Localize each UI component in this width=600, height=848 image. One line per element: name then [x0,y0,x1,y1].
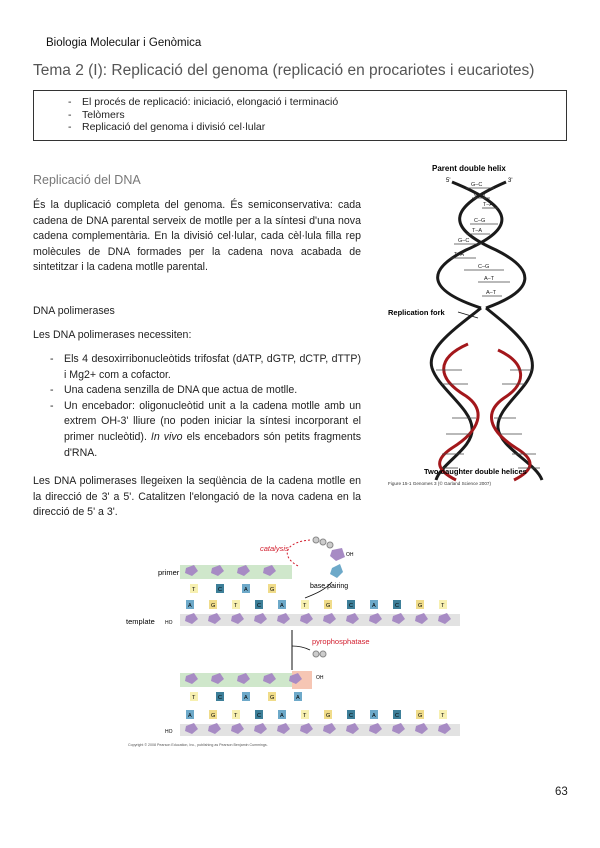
base-letter: A [372,713,376,719]
base-letter: T [234,713,238,719]
base-letter: A [244,695,248,701]
template-label: template [126,617,155,626]
base-letter: G [326,713,331,719]
base-letter: T [441,603,445,609]
base-pair-label: A–T [486,290,497,296]
replication-fork-label: Replication fork [388,308,445,317]
closing-paragraph: Les DNA polimerases llegeixen la seqüència de la cadena motlle en la direcció de 3' a 5'. Catalitzen l'elongació de la nova cadena en la direcció de 5' a 3'. [33,475,361,519]
base-letter: G [326,603,331,609]
intro-paragraph: És la duplicació completa del genoma. És semiconservativa: cada cadena de DNA parental serveix de motlle per a la síntesi d'una nova cadena complementària. En la divisió cel·lular, cada cèl·lula filla rep molècules de DNA formades per la cadena nova acabada de sintetitzar i la cadena motlle parental. [33,199,361,274]
replication-fork-figure [386,158,576,490]
strand-end-label: 3' [508,178,513,184]
base-letter: T [192,587,196,593]
base-letter: G [270,587,275,593]
pyrophosphate-arrow [292,646,310,650]
topic-item: - El procés de replicació: iniciació, elongació i terminació [82,96,566,109]
oh-label: OH [346,552,354,558]
base-row [186,692,447,719]
base-letter: G [211,713,216,719]
pyrophosphatase-label: pyrophosphatase [312,637,370,646]
base-letter: G [211,603,216,609]
incoming-nucleotide [313,537,345,578]
base-pair-label: G–C [471,182,483,188]
requirements-list [50,352,361,461]
base-pair-label: G–C [458,238,470,244]
parent-helix-label: Parent double helix [432,164,506,173]
running-header: Biologia Molecular i Genòmica [46,37,202,49]
list-item [64,399,361,461]
list-item-text-end: els encebadors són petits fragments d'RNA. [64,430,361,459]
base-pair-label: C–G [474,218,486,224]
base-letter: A [296,695,300,701]
base-letter: A [372,603,376,609]
base-letter: A [188,603,192,609]
daughter-helices-label: Two daughter double helices [424,467,527,476]
figure-credit: Copyright © 2008 Pearson Education, Inc., publishing as Pearson Benjamin Cummings. [128,743,268,747]
base-letter: G [418,713,423,719]
base-letter: T [303,603,307,609]
daughter-new-strand [440,344,478,480]
base-pair-label: C–G [474,192,486,198]
base-letter: C [395,713,399,719]
base-letter: G [270,695,275,701]
list-item-text: Un encebador: oligonucleòtid unit a la cadena motlle amb un extrem OH-3' lliure (no poden iniciar la síntesi incorporant el primer nucleòtid). [64,399,361,443]
base-letter: C [349,603,353,609]
catalysis-label: catalysis [260,544,289,553]
page-title: Tema 2 (I): Replicació del genoma (replicació en procariotes i eucariotes) [33,62,535,79]
pyrophosphate [313,651,326,657]
base-letter: A [188,713,192,719]
base-letter: T [192,695,196,701]
figure-caption: Figure 15-1 Genomes 3 (© Garland Science 2007) [388,481,491,486]
oh-label: OH [316,675,324,681]
base-letter: C [218,695,222,701]
base-letter: A [244,587,248,593]
italic-term: In vivo [150,430,183,443]
base-letter: C [257,713,261,719]
polymerase-mechanism-figure [120,528,480,753]
topic-item: - Replicació del genoma i divisió cel·lular [82,121,566,134]
list-item: - Una cadena senzilla de DNA que actua de motlle. [64,383,361,399]
requirements-intro: Les DNA polimerases necessiten: [33,329,192,341]
primer-band [180,565,292,579]
topics-list [34,91,566,134]
base-letter: C [257,603,261,609]
page-number: 63 [555,786,568,798]
base-letter: C [395,603,399,609]
catalysis-arrow [287,540,310,566]
base-pairs [450,182,510,296]
topic-item: - Telòmers [82,109,566,122]
base-pair-label: A–T [484,276,495,282]
topics-box [33,90,567,141]
base-letter: C [218,587,222,593]
base-letter: A [280,603,284,609]
base-letter: T [441,713,445,719]
base-pair-label: T–A [483,202,494,208]
base-pair-label: C–G [478,264,490,270]
ho-label: HO [165,729,173,735]
strand-end-label: 5' [446,178,451,184]
section-heading: Replicació del DNA [33,173,141,187]
base-letter: T [303,713,307,719]
list-item: - Els 4 desoxirribonucleòtids trifosfat (dATP, dGTP, dCTP, dTTP) i Mg2+ com a cofactor. [64,352,361,383]
base-letter: T [234,603,238,609]
base-letter: C [349,713,353,719]
ho-label: HO [165,620,173,626]
base-letter: A [280,713,284,719]
primer-label: primer [158,568,180,577]
polymerases-heading: DNA polimerases [33,305,115,317]
base-pair-label: T–A [454,252,465,258]
base-pair-label: T–A [472,228,483,234]
base-letter: G [418,603,423,609]
base-pairing-label: base pairing [310,583,349,590]
